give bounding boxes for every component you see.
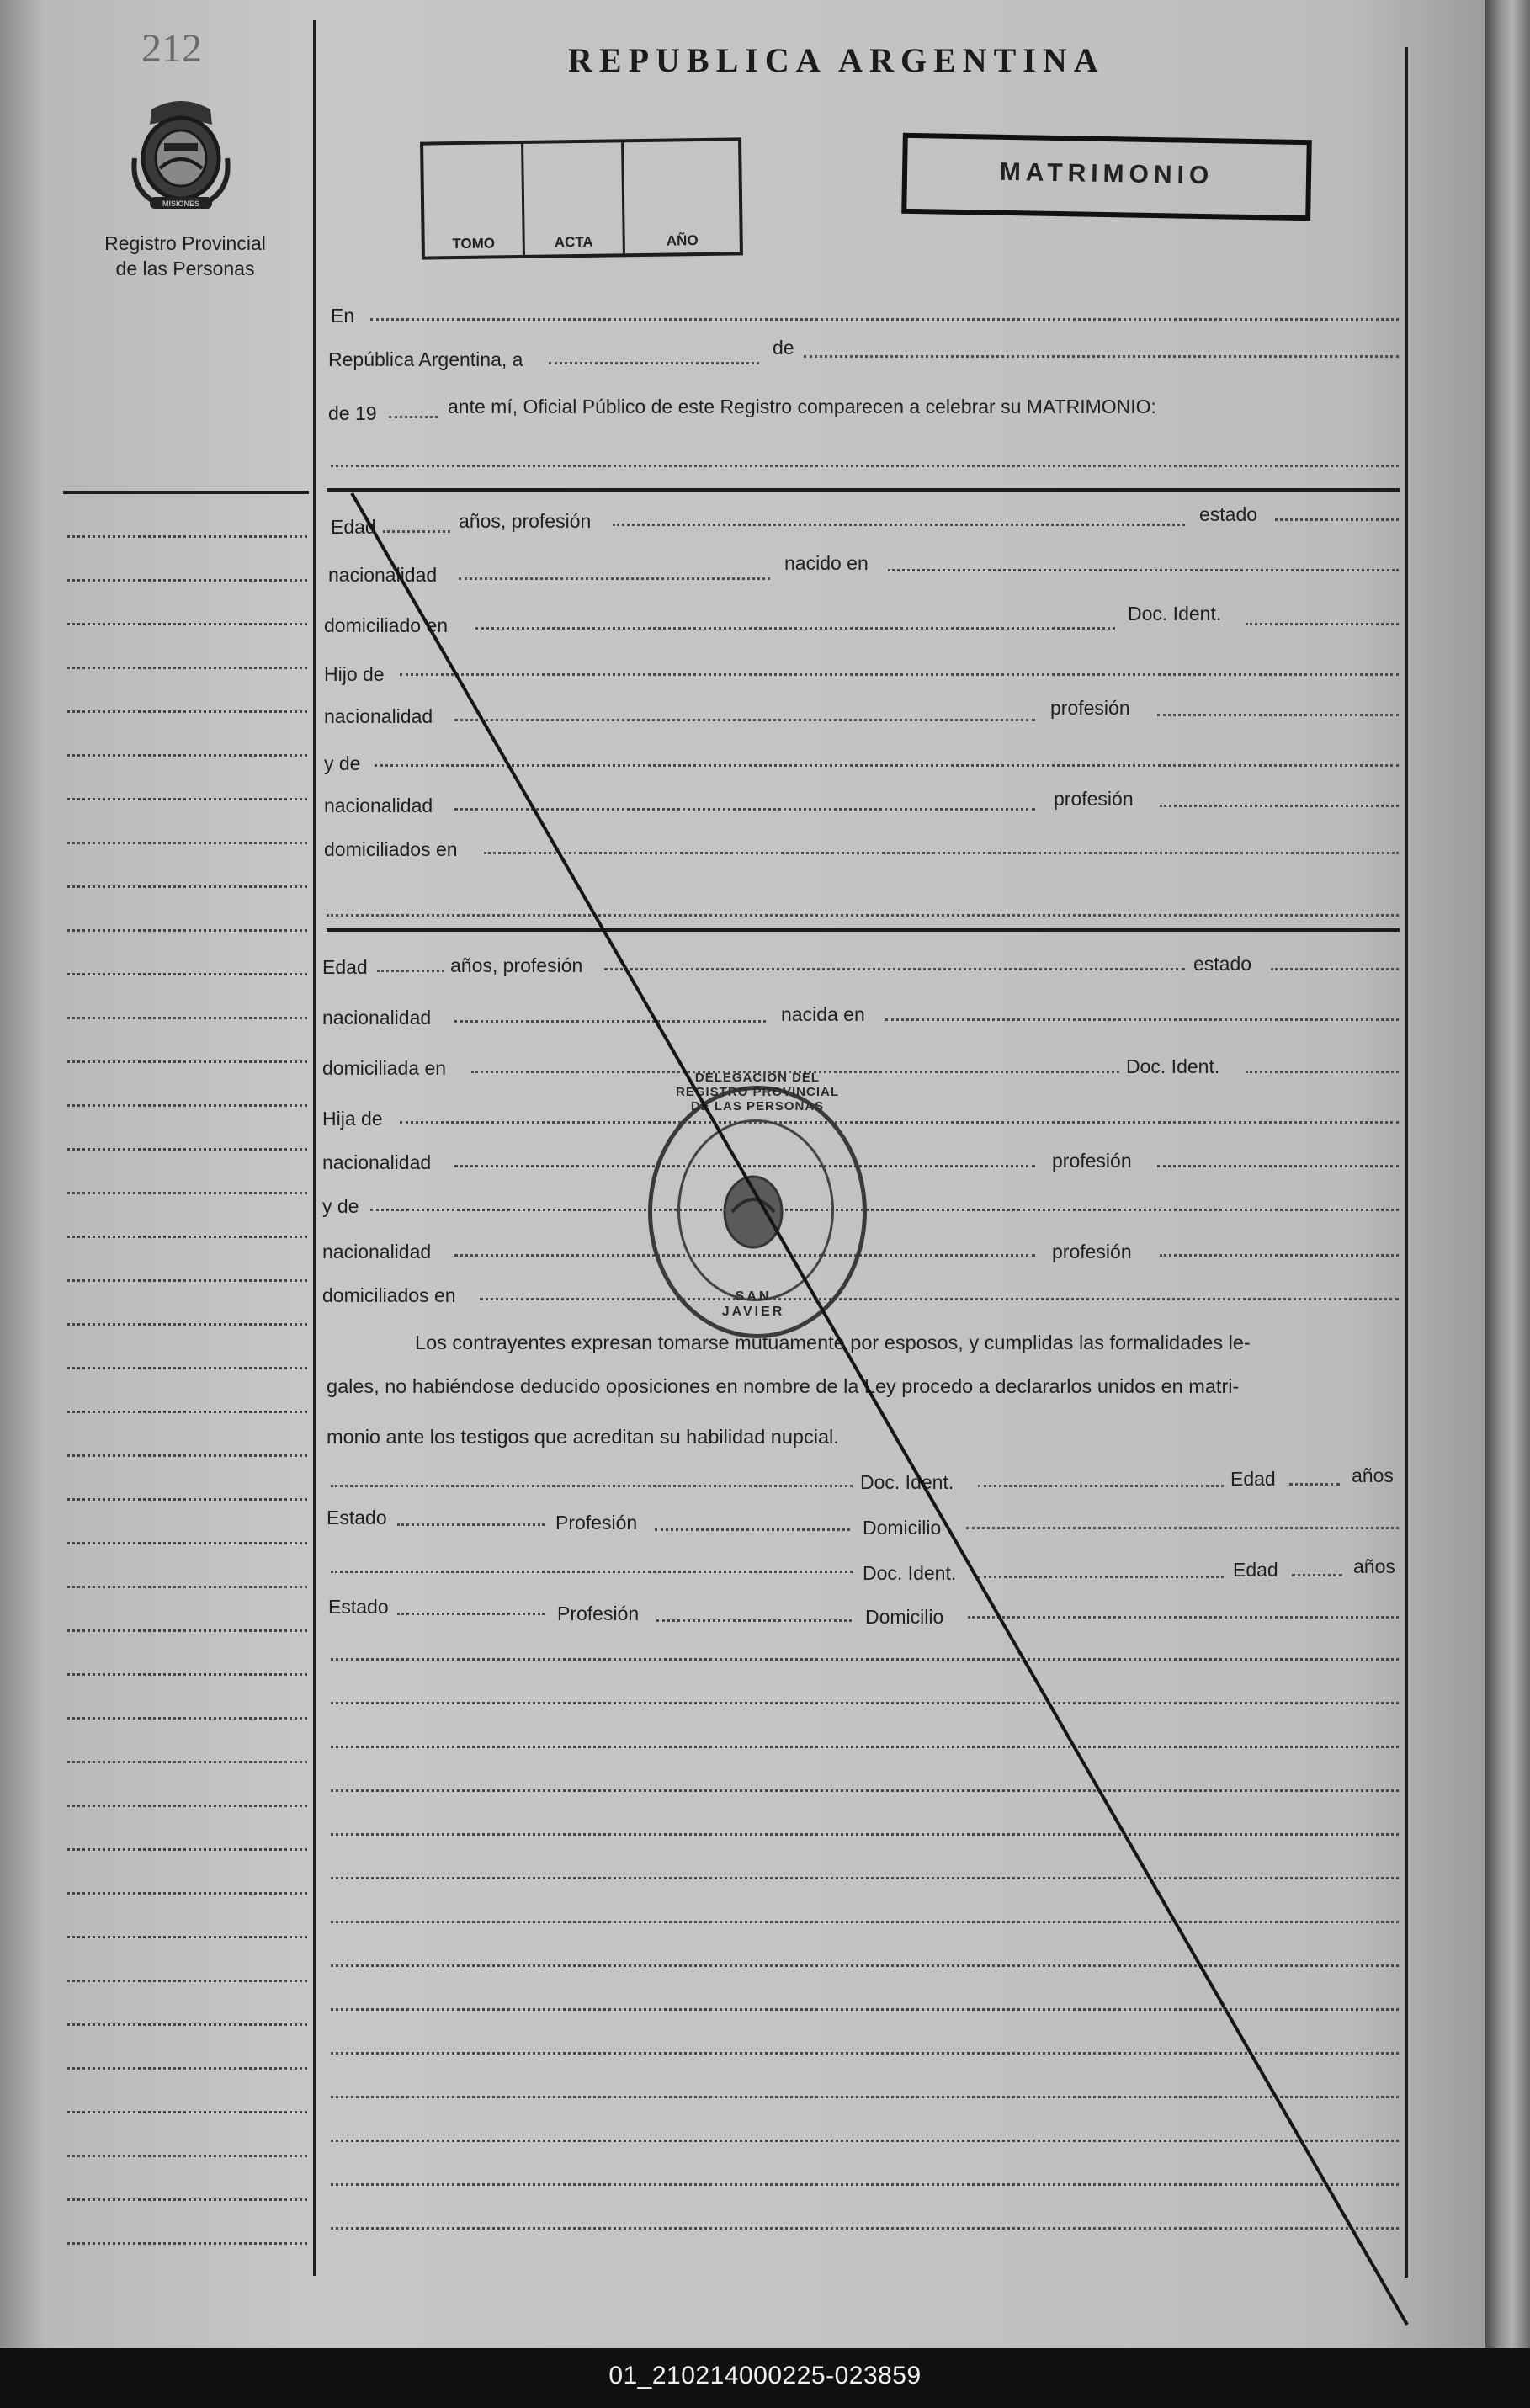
groom-domiciliado-label: domiciliado en	[324, 614, 449, 636]
bride-hija-label: Hija de	[322, 1108, 383, 1130]
bride-nacionalidad-label: nacionalidad	[322, 1007, 432, 1029]
groom-father-prof-label: profesión	[1050, 697, 1130, 719]
image-label: 01_210214000225-023859	[608, 2362, 922, 2389]
bride-mother-prof-label: profesión	[1052, 1241, 1132, 1262]
groom-nacido-label: nacido en	[784, 552, 869, 574]
intro-ante-mi-label: ante mí, Oficial Público de este Registro comparecen a celebrar su MATRIMONIO:	[448, 396, 1156, 417]
acta-caption: ACTA	[554, 233, 593, 251]
intro-year-label: de 19	[328, 402, 377, 424]
declaration-line-1: Los contrayentes expresan tomarse mutuamente por esposos, y cumplidas las formalidades le-	[415, 1332, 1251, 1353]
seal-caption: MISIONES	[162, 199, 200, 208]
groom-estado-label: estado	[1199, 503, 1258, 525]
witness-1-profesion-label: Profesión	[555, 1512, 638, 1534]
bride-estado-label: estado	[1193, 953, 1252, 975]
bride-nacida-label: nacida en	[781, 1003, 865, 1025]
stamp-place: SAN JAVIER	[721, 1289, 785, 1319]
registry-line-2: de las Personas	[115, 258, 255, 279]
folio-number: 212	[141, 26, 202, 71]
declaration-line-2: gales, no habiéndose deducido oposiciones en nombre de la Ley procedo a declararlos unidos en matri-	[327, 1375, 1240, 1397]
tomo-caption: TOMO	[452, 235, 496, 252]
witness-2-profesion-label: Profesión	[557, 1603, 640, 1624]
groom-doc-label: Doc. Ident.	[1128, 603, 1222, 625]
witness-2-doc-label: Doc. Ident.	[863, 1562, 957, 1584]
bride-father-nac-label: nacionalidad	[322, 1151, 432, 1173]
bride-parents-dom-label: domiciliados en	[322, 1284, 456, 1306]
witness-2-edad-label: Edad	[1233, 1559, 1278, 1581]
bride-edad-label: Edad	[322, 956, 368, 978]
witness-2-domicilio-label: Domicilio	[865, 1606, 944, 1628]
bride-profesion-label: años, profesión	[450, 954, 583, 976]
witness-1-estado-label: Estado	[327, 1507, 387, 1528]
bride-mother-nac-label: nacionalidad	[322, 1241, 432, 1262]
witness-1-edad-label: Edad	[1230, 1468, 1276, 1490]
witness-1-anios-label: años	[1352, 1464, 1394, 1486]
intro-republica-label: República Argentina, a	[328, 348, 523, 370]
groom-mother-prof-label: profesión	[1054, 788, 1134, 810]
registry-line-1: Registro Provincial	[104, 232, 266, 254]
witness-2-estado-label: Estado	[328, 1596, 389, 1618]
groom-edad-label: Edad	[331, 516, 376, 538]
groom-mother-nac-label: nacionalidad	[324, 795, 433, 816]
bride-father-prof-label: profesión	[1052, 1150, 1132, 1172]
witness-2-anios-label: años	[1353, 1555, 1395, 1577]
bride-domiciliada-label: domiciliada en	[322, 1057, 447, 1079]
witness-1-doc-label: Doc. Ident.	[860, 1471, 954, 1493]
bride-yde-label: y de	[322, 1195, 359, 1217]
declaration-line-3: monio ante los testigos que acreditan su habilidad nupcial.	[327, 1426, 839, 1448]
anio-caption: AÑO	[666, 232, 699, 249]
groom-nacionalidad-label: nacionalidad	[328, 564, 438, 586]
intro-en-label: En	[331, 305, 355, 327]
country-title: REPUBLICA ARGENTINA	[568, 41, 1105, 79]
stamp-legend: DELEGACION DEL REGISTRO PROVINCIAL DE LAS PERSONAS	[675, 1071, 839, 1114]
groom-profesion-label: años, profesión	[459, 510, 592, 532]
act-type-label: MATRIMONIO	[999, 157, 1214, 190]
groom-yde-label: y de	[324, 752, 361, 774]
groom-father-nac-label: nacionalidad	[324, 705, 433, 727]
witness-1-domicilio-label: Domicilio	[863, 1517, 942, 1539]
groom-parents-dom-label: domiciliados en	[324, 838, 458, 860]
groom-hijo-label: Hijo de	[324, 663, 385, 685]
intro-de-label: de	[773, 337, 794, 359]
bride-doc-label: Doc. Ident.	[1126, 1055, 1220, 1077]
